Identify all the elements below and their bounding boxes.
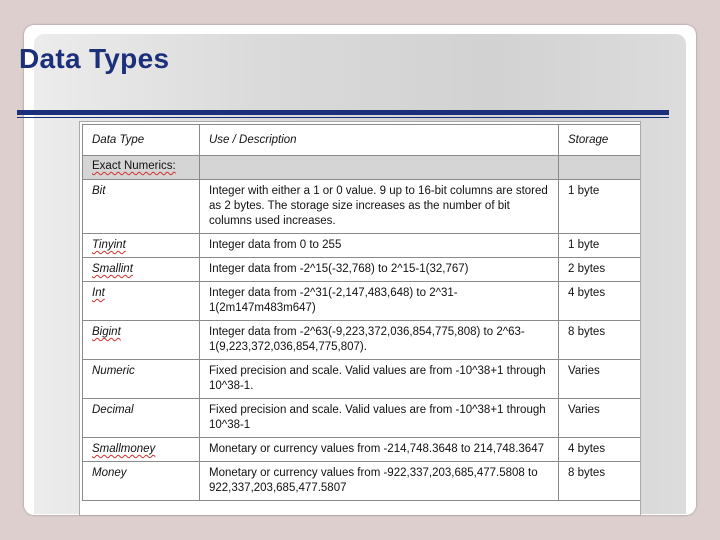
cell-description: Monetary or currency values from -922,337,203,685,477.5808 to 922,337,203,685,477.5807 — [200, 462, 559, 501]
table-row — [83, 180, 641, 234]
table-row — [83, 360, 641, 399]
cell-type: Money — [83, 462, 200, 501]
cell-storage: Varies — [559, 399, 641, 438]
data-types-table-frame — [79, 121, 641, 516]
cell-storage: 1 byte — [559, 180, 641, 234]
cell-type: Bigint — [83, 321, 200, 360]
table-row — [83, 462, 641, 501]
cell-type: Numeric — [83, 360, 200, 399]
cell-description: Monetary or currency values from -214,748.3648 to 214,748.3647 — [200, 438, 559, 462]
title-rule — [17, 110, 669, 115]
cell-storage: 4 bytes — [559, 438, 641, 462]
table-row — [83, 258, 641, 282]
cell-type: Smallmoney — [83, 438, 200, 462]
slide-title: Data Types — [19, 43, 170, 74]
cell-storage: 8 bytes — [559, 321, 641, 360]
table-row — [83, 399, 641, 438]
section-empty — [559, 156, 641, 180]
section-empty — [200, 156, 559, 180]
data-types-table — [82, 124, 641, 501]
table-row — [83, 438, 641, 462]
header-storage: Storage — [559, 125, 641, 156]
cell-storage: 4 bytes — [559, 282, 641, 321]
title-rule-thin — [17, 117, 669, 118]
cell-type: Int — [83, 282, 200, 321]
cell-storage: Varies — [559, 360, 641, 399]
cell-type: Smallint — [83, 258, 200, 282]
cell-description: Integer data from -2^63(-9,223,372,036,854,775,808) to 2^63-1(9,223,372,036,854,775,807). — [200, 321, 559, 360]
cell-description: Integer data from -2^31(-2,147,483,648) to 2^31-1(2m147m483m647) — [200, 282, 559, 321]
section-label: Exact Numerics: — [83, 156, 200, 180]
cell-description: Integer data from -2^15(-32,768) to 2^15-1(32,767) — [200, 258, 559, 282]
cell-storage: 1 byte — [559, 234, 641, 258]
cell-storage: 2 bytes — [559, 258, 641, 282]
cell-description: Integer data from 0 to 255 — [200, 234, 559, 258]
section-row — [83, 156, 641, 180]
cell-description: Fixed precision and scale. Valid values are from -10^38+1 through 10^38-1 — [200, 399, 559, 438]
table-row — [83, 282, 641, 321]
table-row — [83, 321, 641, 360]
cell-type: Decimal — [83, 399, 200, 438]
header-data-type: Data Type — [83, 125, 200, 156]
table-header-row — [83, 125, 641, 156]
cell-storage: 8 bytes — [559, 462, 641, 501]
table-row — [83, 234, 641, 258]
cell-description: Integer with either a 1 or 0 value. 9 up to 16-bit columns are stored as 2 bytes. The storage size increases as the number of bit columns used increases. — [200, 180, 559, 234]
cell-description: Fixed precision and scale. Valid values are from -10^38+1 through 10^38-1. — [200, 360, 559, 399]
cell-type: Bit — [83, 180, 200, 234]
header-description: Use / Description — [200, 125, 559, 156]
cell-type: Tinyint — [83, 234, 200, 258]
